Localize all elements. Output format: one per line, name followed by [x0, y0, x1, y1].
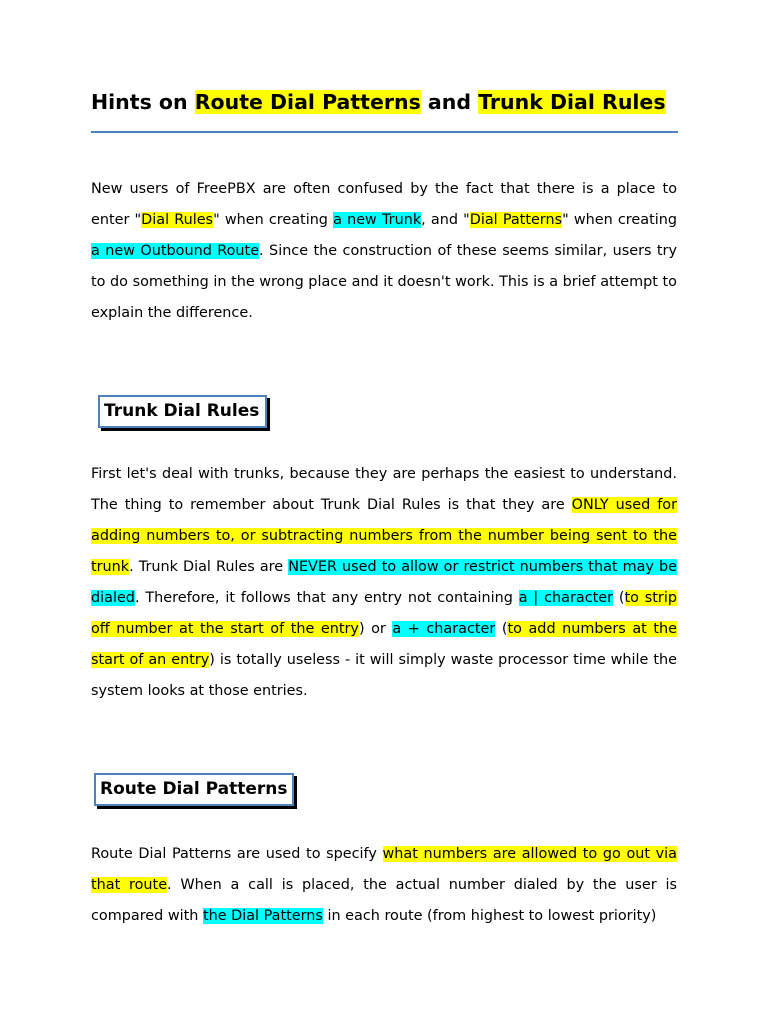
intro-text: " when creating [562, 212, 677, 228]
trunk-dial-rules-paragraph [91, 459, 677, 707]
title-prefix: Hints on [91, 90, 195, 114]
highlight-what-numbers-allowed: what numbers are allowed to go out via that route [91, 846, 677, 893]
page-title [91, 86, 691, 118]
highlight-pipe-character: a | character [518, 590, 614, 606]
route-text: Route Dial Patterns are used to specify [91, 846, 383, 862]
trunk-text: ) is totally useless - it will simply waste processor time while the system looks at those entries. [91, 652, 677, 699]
trunk-text: ) or [358, 621, 393, 637]
highlight-only-used: ONLY used for adding numbers to, or subtracting numbers from the number being sent to the trunk [91, 497, 677, 575]
route-text: in each route (from highest to lowest priority) [322, 908, 657, 924]
trunk-text: ( [613, 590, 625, 606]
highlight-new-trunk: a new Trunk [333, 212, 422, 228]
title-highlight-route-dial-patterns: Route Dial Patterns [194, 90, 421, 114]
title-underline-divider [91, 131, 678, 133]
highlight-dial-rules: Dial Rules [141, 212, 214, 228]
intro-text: . Since the construction of these seems similar, users try to do something in the wrong place and it doesn't work. This is a brief attempt to explain the difference. [91, 243, 677, 321]
highlight-never-used: NEVER used to allow or restrict numbers that may be dialed [91, 559, 677, 606]
highlight-new-outbound-route: a new Outbound Route [91, 243, 260, 259]
highlight-add-numbers: to add numbers at the start of an entry [91, 621, 677, 668]
intro-text: " when creating [213, 212, 334, 228]
route-text: . When a call is placed, the actual number dialed by the user is compared with [91, 877, 677, 924]
highlight-the-dial-patterns: the Dial Patterns [202, 908, 323, 924]
highlight-strip-off-number: to strip off number at the start of the entry [91, 590, 677, 637]
intro-text: , and " [421, 212, 470, 228]
intro-paragraph [91, 174, 677, 329]
route-dial-patterns-heading: Route Dial Patterns [94, 773, 294, 806]
highlight-dial-patterns: Dial Patterns [469, 212, 563, 228]
trunk-text: . Trunk Dial Rules are [129, 559, 289, 575]
trunk-dial-rules-heading: Trunk Dial Rules [98, 395, 267, 428]
trunk-text: First let's deal with trunks, because they are perhaps the easiest to understand. The thing to remember about Trunk Dial Rules is that they are [91, 466, 677, 513]
title-middle: and [420, 90, 479, 114]
intro-text: New users of FreePBX are often confused by the fact that there is a place to enter " [91, 181, 677, 228]
title-highlight-trunk-dial-rules: Trunk Dial Rules [478, 90, 666, 114]
trunk-text: . Therefore, it follows that any entry not containing [134, 590, 519, 606]
route-dial-patterns-paragraph [91, 839, 677, 932]
trunk-text: ( [495, 621, 508, 637]
highlight-plus-character: a + character [392, 621, 496, 637]
